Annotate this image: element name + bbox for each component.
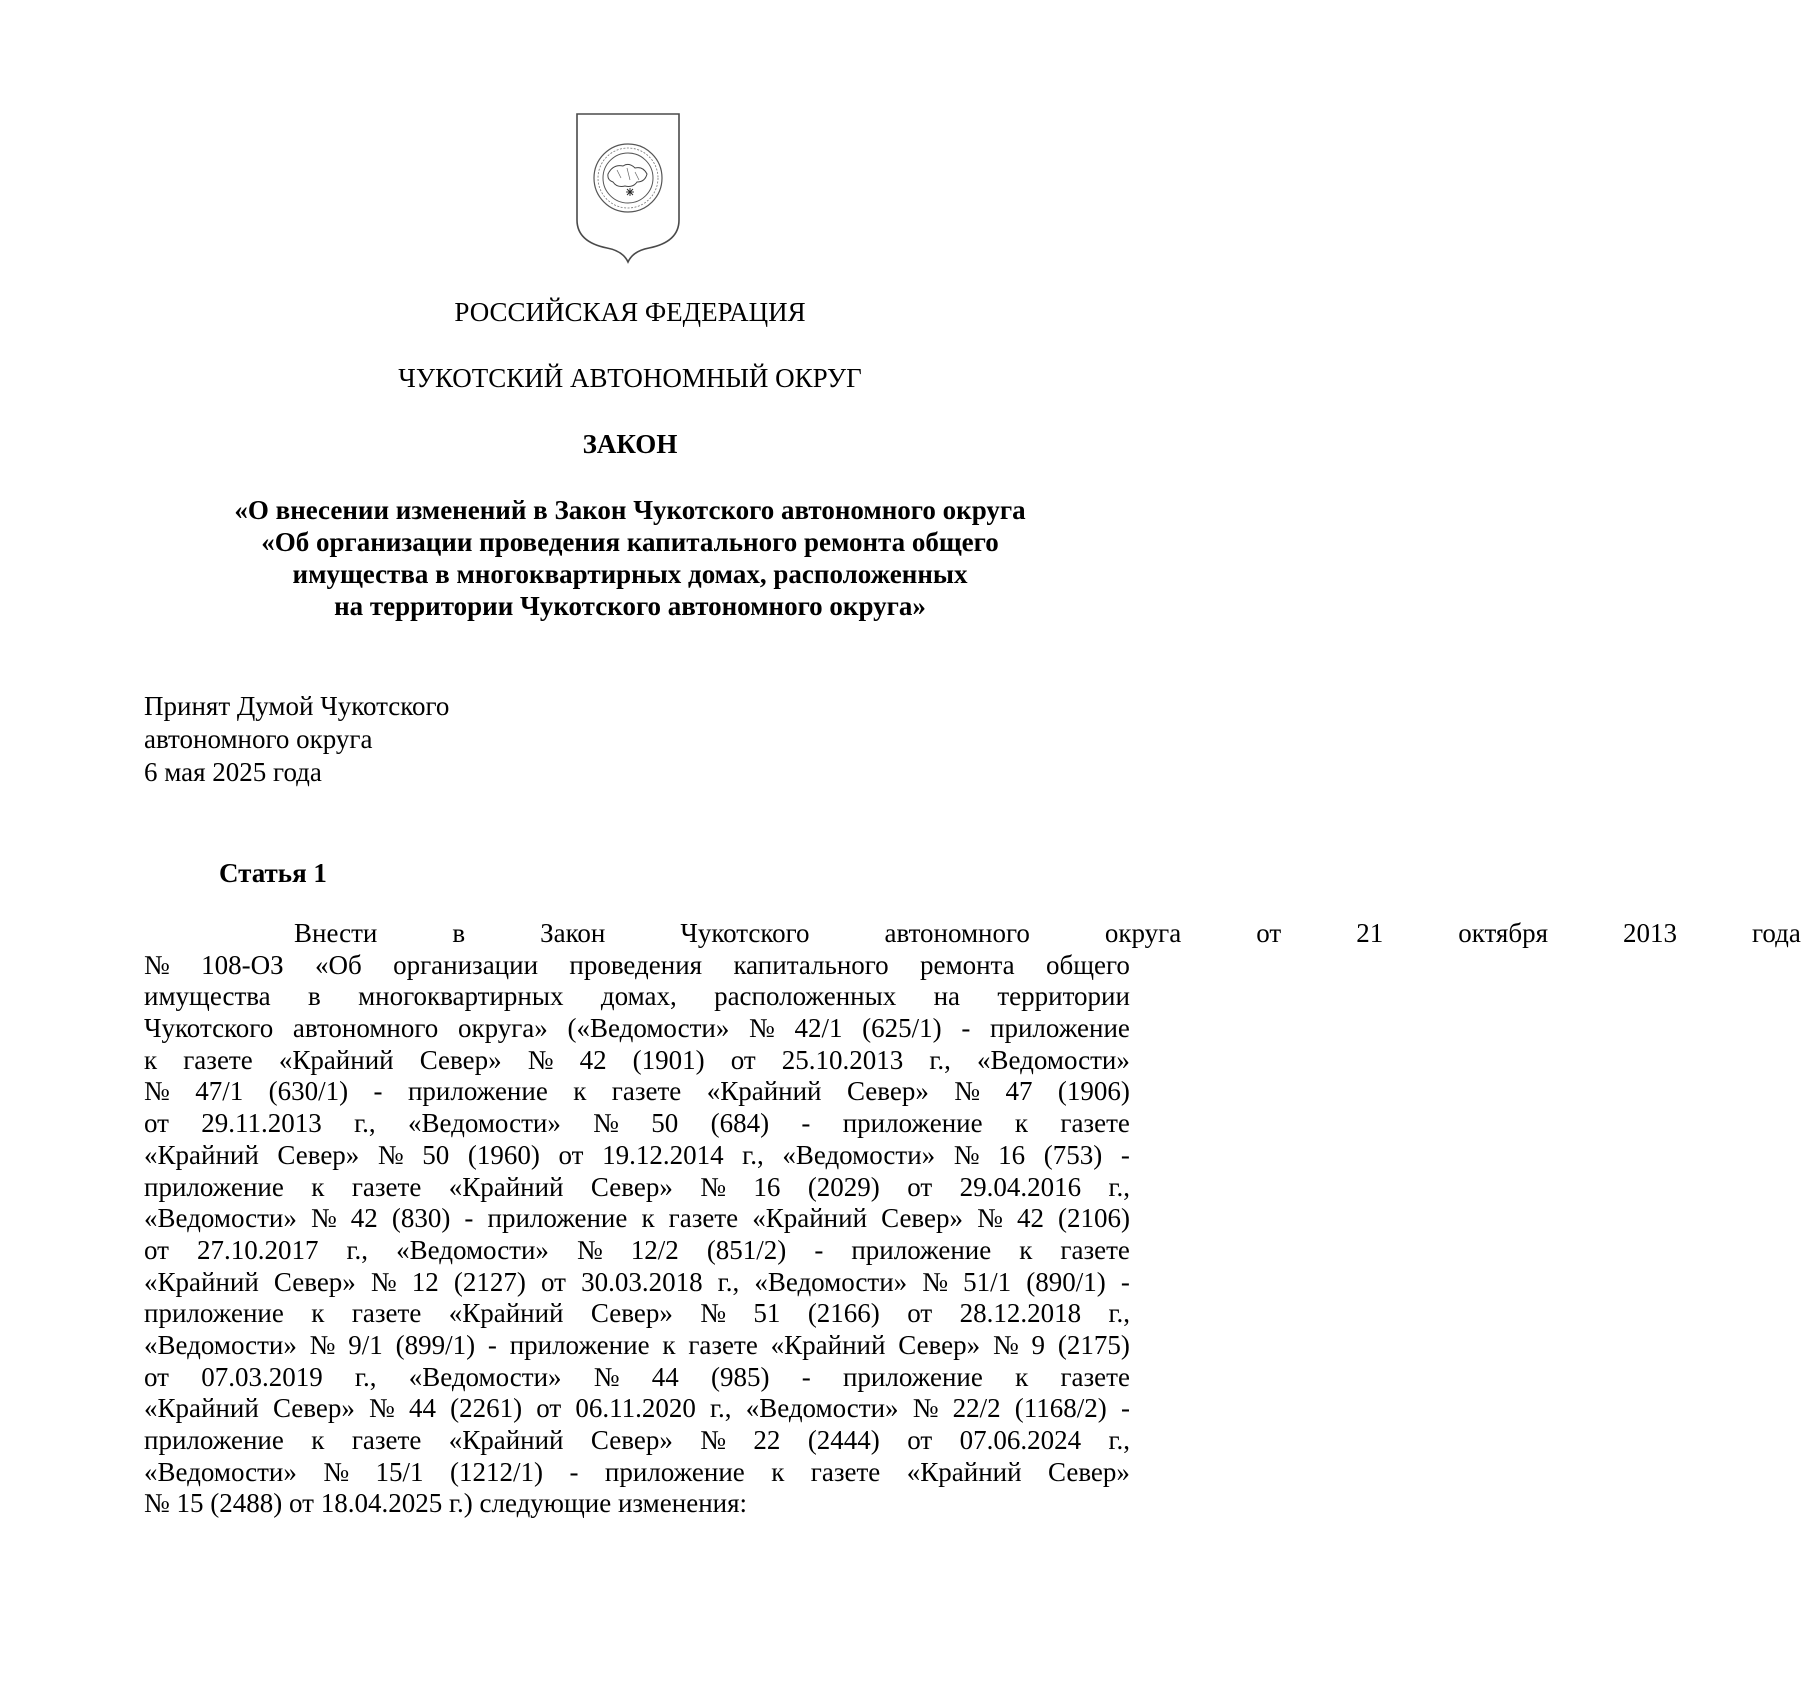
article-heading: Статья 1: [219, 858, 327, 888]
article-body-line: от 27.10.2017 г., «Ведомости» № 12/2 (851/2) - приложение к газете: [144, 1234, 1130, 1265]
article-body-line: от 29.11.2013 г., «Ведомости» № 50 (684) - приложение к газете: [144, 1108, 1130, 1139]
law-title-line: «О внесении изменений в Закон Чукотского автономного округа: [234, 495, 1026, 525]
adoption-note: [144, 690, 449, 789]
article-body-line: имущества в многоквартирных домах, расположенных на территории: [144, 981, 1130, 1012]
law-title: [0, 494, 1260, 622]
article-body-line: от 07.03.2019 г., «Ведомости» № 44 (985) - приложение к газете: [144, 1361, 1130, 1392]
law-title-line: на территории Чукотского автономного округа»: [334, 591, 926, 621]
law-title-line: имущества в многоквартирных домах, расположенных: [292, 559, 968, 589]
adoption-line: автономного округа: [144, 724, 373, 754]
article-body: [144, 918, 1801, 1520]
article-body-line: № 108-ОЗ «Об организации проведения капитального ремонта общего: [144, 949, 1130, 980]
article-body-line: «Крайний Север» № 12 (2127) от 30.03.2018 г., «Ведомости» № 51/1 (890/1) -: [144, 1266, 1130, 1297]
article-body-line: приложение к газете «Крайний Север» № 51 (2166) от 28.12.2018 г.,: [144, 1298, 1130, 1329]
okrug-heading: ЧУКОТСКИЙ АВТОНОМНЫЙ ОКРУГ: [398, 363, 862, 393]
article-body-line: № 47/1 (630/1) - приложение к газете «Крайний Север» № 47 (1906): [144, 1076, 1130, 1107]
article-body-line: приложение к газете «Крайний Север» № 16 (2029) от 29.04.2016 г.,: [144, 1171, 1130, 1202]
adoption-line: Принят Думой Чукотского: [144, 691, 450, 721]
article-body-line: «Ведомости» № 42 (830) - приложение к газете «Крайний Север» № 42 (2106): [144, 1203, 1130, 1234]
article-body-line: № 15 (2488) от 18.04.2025 г.) следующие изменения:: [144, 1488, 748, 1519]
document-type-heading: ЗАКОН: [582, 429, 678, 459]
article-body-line: к газете «Крайний Север» № 42 (1901) от 25.10.2013 г., «Ведомости»: [144, 1044, 1130, 1075]
federation-heading: РОССИЙСКАЯ ФЕДЕРАЦИЯ: [454, 297, 806, 327]
article-body-line: «Ведомости» № 15/1 (1212/1) - приложение к газете «Крайний Север»: [144, 1456, 1130, 1487]
article-body-line: Внести в Закон Чукотского автономного округа от 21 октября 2013 года: [294, 918, 1801, 948]
adoption-date: 6 мая 2025 года: [144, 757, 322, 787]
law-title-line: «Об организации проведения капитального ремонта общего: [261, 527, 999, 557]
article-body-line: «Крайний Север» № 50 (1960) от 19.12.2014 г., «Ведомости» № 16 (753) -: [144, 1139, 1130, 1170]
article-body-line: «Ведомости» № 9/1 (899/1) - приложение к газете «Крайний Север» № 9 (2175): [144, 1329, 1130, 1360]
article-body-line: «Крайний Север» № 44 (2261) от 06.11.2020 г., «Ведомости» № 22/2 (1168/2) -: [144, 1393, 1130, 1424]
article-body-line: Чукотского автономного округа» («Ведомости» № 42/1 (625/1) - приложение: [144, 1013, 1130, 1044]
chukotka-coat-of-arms-icon: [575, 112, 681, 264]
article-body-line: приложение к газете «Крайний Север» № 22 (2444) от 07.06.2024 г.,: [144, 1425, 1130, 1455]
